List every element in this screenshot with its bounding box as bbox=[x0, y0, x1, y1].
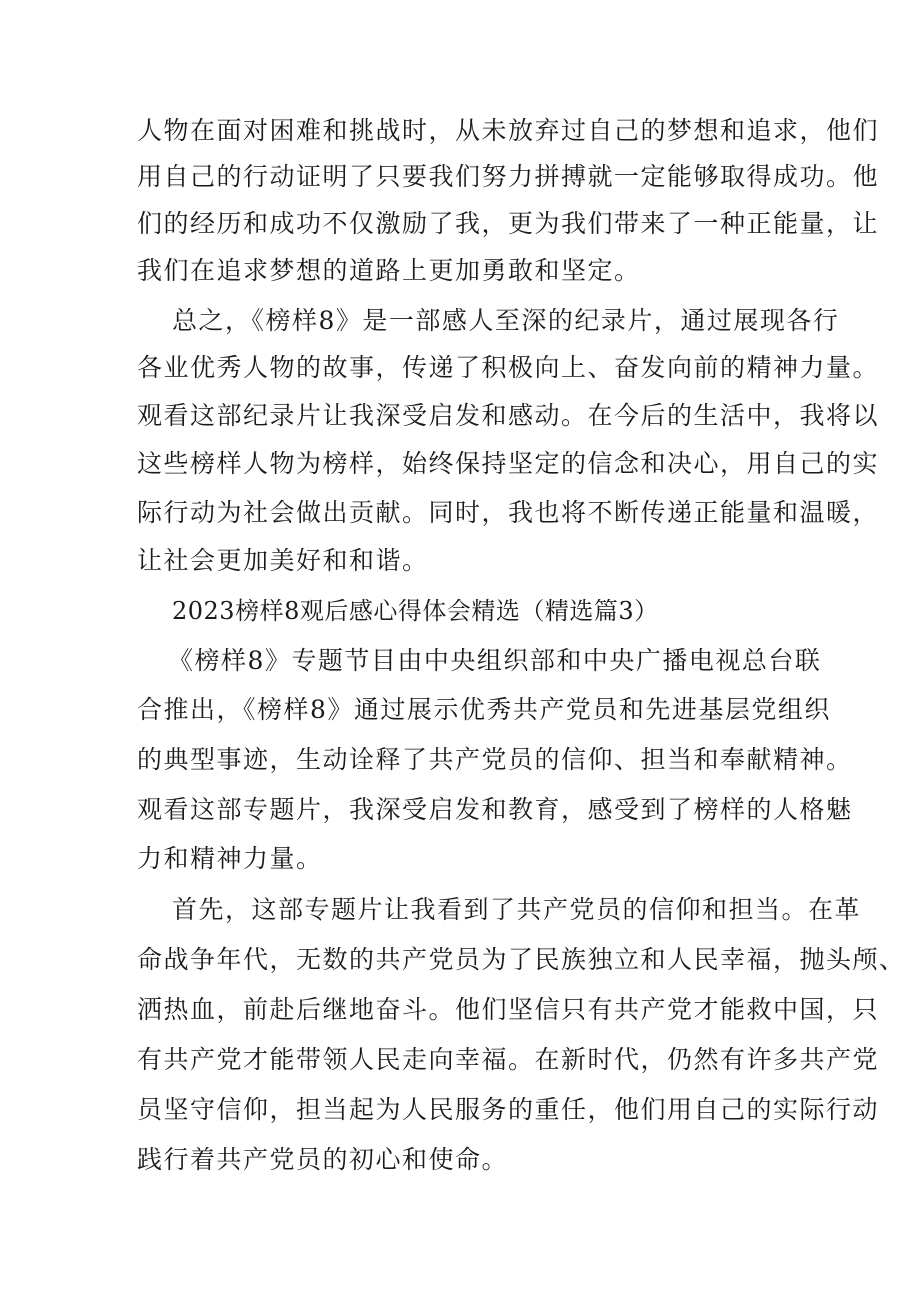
text-line-9: 际行动为社会做出贡献。同时，我也将不断传递正能量和温暖， bbox=[137, 498, 880, 527]
text-line-12: 《榜样8》专题节目由中央组织部和中央广播电视总台联 bbox=[168, 646, 822, 675]
text-line-15: 观看这部专题片，我深受启发和教育，感受到了榜样的人格魅 bbox=[137, 795, 853, 824]
text-line-4: 我们在追求梦想的道路上更加勇敢和坚定。 bbox=[137, 256, 641, 285]
text-line-18: 命战争年代，无数的共产党员为了民族独立和人民幸福，抛头颅、 bbox=[137, 945, 906, 974]
text-line-14: 的典型事迹，生动诠释了共产党员的信仰、担当和奉献精神。 bbox=[137, 745, 853, 774]
text-line-10: 让社会更加美好和和谐。 bbox=[137, 546, 429, 575]
text-line-7: 观看这部纪录片让我深受启发和感动。在今后的生活中，我将以 bbox=[137, 401, 880, 430]
text-line-17: 首先，这部专题片让我看到了共产党员的信仰和担当。在革 bbox=[172, 895, 862, 924]
text-line-21: 员坚守信仰，担当起为人民服务的重任，他们用自己的实际行动 bbox=[137, 1095, 880, 1124]
text-line-2: 用自己的行动证明了只要我们努力拼搏就一定能够取得成功。他 bbox=[137, 162, 880, 191]
text-line-6: 各业优秀人物的故事，传递了积极向上、奋发向前的精神力量。 bbox=[137, 353, 880, 382]
text-line-22: 践行着共产党员的初心和使命。 bbox=[137, 1145, 509, 1174]
text-line-3: 们的经历和成功不仅激励了我，更为我们带来了一种正能量，让 bbox=[137, 209, 880, 238]
text-line-1: 人物在面对困难和挑战时，从未放弃过自己的梦想和追求，他们 bbox=[137, 116, 880, 145]
text-line-20: 有共产党才能带领人民走向幸福。在新时代，仍然有许多共产党 bbox=[137, 1045, 880, 1074]
section-heading: 2023榜样8观后感心得体会精选（精选篇3） bbox=[172, 597, 659, 625]
text-line-19: 洒热血，前赴后继地奋斗。他们坚信只有共产党才能救中国，只 bbox=[137, 995, 880, 1024]
text-line-13: 合推出，《榜样8》通过展示优秀共产党员和先进基层党组织 bbox=[137, 695, 831, 724]
text-line-5: 总之，《榜样8》是一部感人至深的纪录片，通过展现各行 bbox=[172, 306, 840, 335]
text-line-8: 这些榜样人物为榜样，始终保持坚定的信念和决心，用自己的实 bbox=[137, 449, 880, 478]
text-line-16: 力和精神力量。 bbox=[137, 844, 323, 873]
